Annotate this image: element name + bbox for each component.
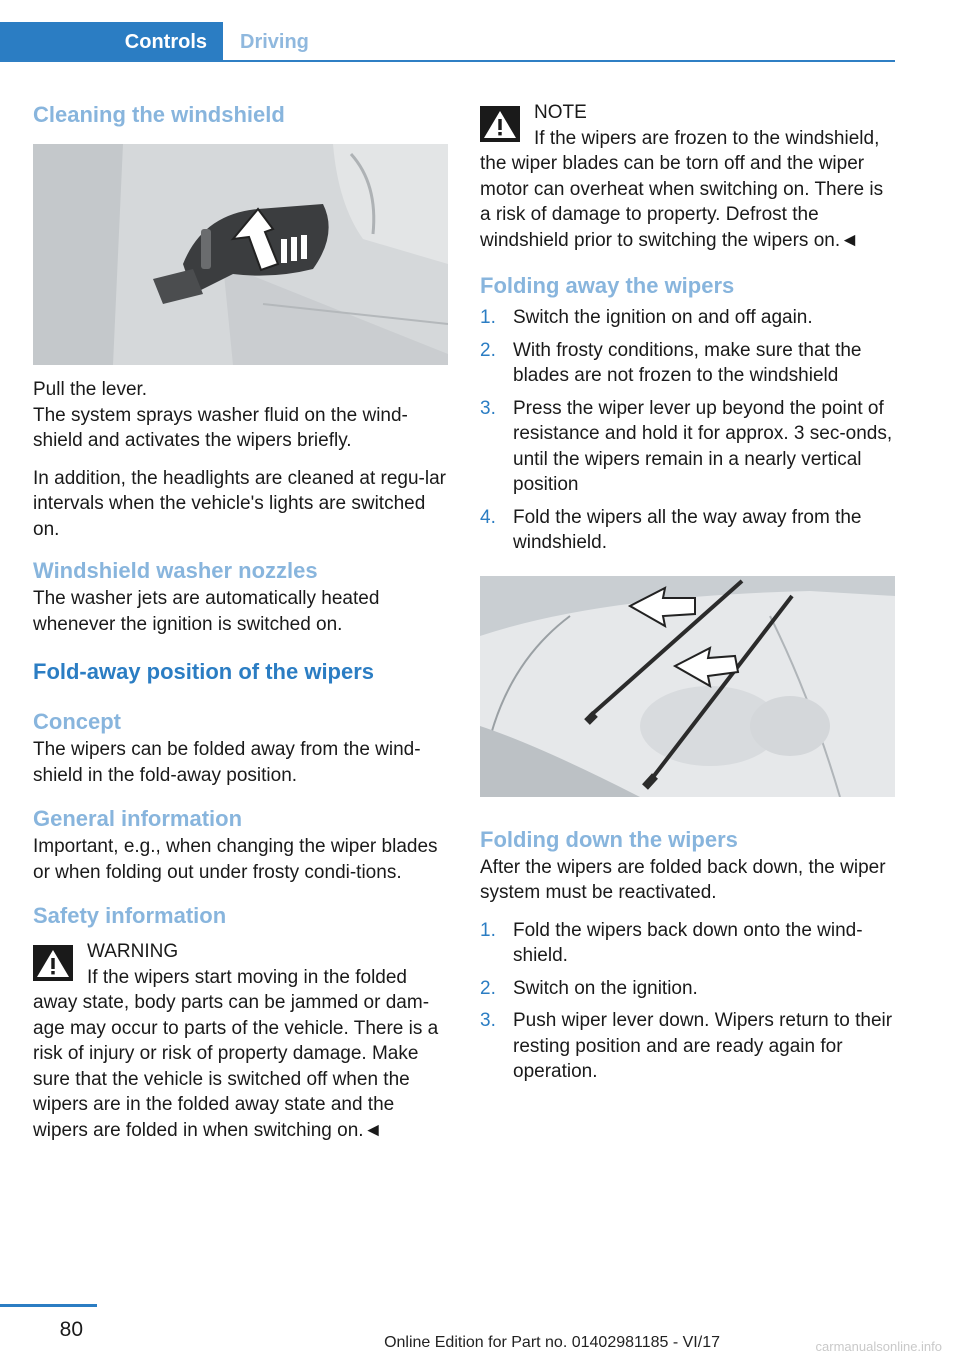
text-system-sprays: The system sprays washer fluid on the wind‐shield and activates the wipers briefly. [33, 404, 408, 451]
step-number: 3. [480, 397, 496, 419]
list-item [480, 505, 895, 556]
wipers-folded-illustration-svg [480, 576, 895, 797]
step-number: 3. [480, 1010, 496, 1031]
heading-fold-away-position: Fold-away position of the wipers [33, 659, 375, 684]
step-text: Fold the wipers back down onto the wind‐shield. [513, 919, 863, 966]
text-headlights: In addition, the headlights are cleaned at regu‐lar intervals when the vehicle's lights are switched on. [33, 467, 446, 540]
heading-safety-information: Safety information [33, 903, 227, 928]
list-item [480, 1008, 895, 1085]
wipers-folded-illustration [480, 576, 895, 797]
step-text: Fold the wipers all the way away from the windshield. [513, 506, 862, 553]
left-column [33, 100, 448, 1143]
lever-illustration [33, 144, 448, 365]
right-column [480, 100, 895, 1092]
step-text: Switch the ignition on and off again. [513, 307, 813, 328]
tab-underline [0, 60, 895, 62]
text-folding-down: After the wipers are folded back down, the wiper system must be reactivated. [480, 856, 886, 903]
heading-folding-away: Folding away the wipers [480, 273, 735, 298]
heading-folding-down: Folding down the wipers [480, 826, 738, 852]
note-triangle-icon [480, 106, 520, 142]
text-concept: The wipers can be folded away from the wind‐shield in the fold-away position. [33, 739, 421, 786]
warning-label: WARNING [87, 941, 179, 962]
note-block [480, 100, 895, 253]
step-number: 1. [480, 307, 496, 328]
step-number: 1. [480, 919, 496, 941]
text-general: Important, e.g., when changing the wiper blades or when folding out under frosty condi‐tions. [33, 836, 438, 883]
edition-text: Online Edition for Part no. 01402981185 - VI/17 [384, 1334, 720, 1351]
steps-folding-down [480, 918, 895, 1085]
warning-text-first: If the wipers start moving in the folded [87, 966, 407, 988]
list-item [480, 918, 895, 969]
text-nozzles: The washer jets are automatically heated whenever the ignition is switched on. [33, 588, 380, 635]
list-item [480, 976, 895, 1002]
tab-driving[interactable]: Driving [240, 31, 309, 53]
step-number: 2. [480, 339, 496, 361]
heading-general-information: General information [33, 806, 243, 831]
step-text: Push wiper lever down. Wipers return to their resting position and are ready again for operation. [513, 1010, 893, 1082]
note-text-rest: the wiper blades can be torn off and the wiper motor can overheat when switching on. There is a risk of damage to property. Defrost the windshield prior to switching the wipers on.◄ [480, 153, 884, 251]
list-item [480, 305, 895, 331]
warning-block [33, 939, 448, 1143]
footer-rule [0, 1304, 97, 1307]
heading-washer-nozzles: Windshield washer nozzles [33, 558, 318, 583]
step-text: With frosty conditions, make sure that the blades are not frozen to the windshield [513, 339, 862, 386]
tab-controls[interactable]: Controls [0, 22, 223, 62]
list-item [480, 396, 895, 498]
heading-concept: Concept [33, 709, 121, 734]
warning-text-rest: away state, body parts can be jammed or dam‐age may occur to parts of the vehicle. There is a risk of injury or risk of property damage. Make sure that the vehicle is switched off when the wipers are in the folded away state and the wipers are folded in when switching on.◄ [33, 992, 439, 1141]
step-number: 4. [480, 506, 496, 528]
step-text: Press the wiper lever up beyond the point of resistance and hold it for approx. 3 sec‐onds, until the wipers remain in a nearly vertical position [513, 397, 893, 495]
page-number: 80 [59, 1318, 83, 1341]
note-text-first: If the wipers are frozen to the windshield, [534, 127, 880, 149]
lever-illustration-svg [33, 144, 448, 365]
step-number: 2. [480, 977, 496, 999]
step-text: Switch on the ignition. [513, 977, 698, 999]
list-item [480, 338, 895, 389]
heading-cleaning-windshield: Cleaning the windshield [33, 102, 285, 127]
section-tabs [0, 22, 895, 62]
text-pull-lever: Pull the lever. [33, 379, 148, 400]
warning-triangle-icon [33, 945, 73, 981]
note-label: NOTE [534, 102, 587, 123]
watermark: carmanualsonline.info [815, 1339, 942, 1354]
steps-folding-away [480, 305, 895, 556]
